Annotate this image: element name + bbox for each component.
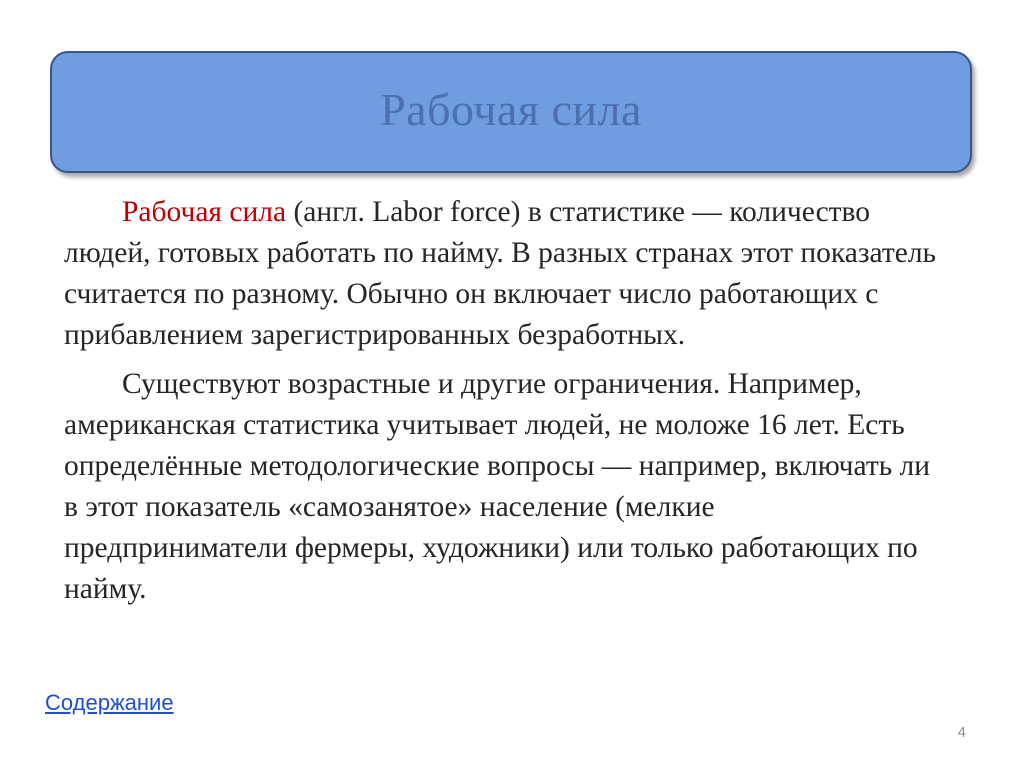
term-highlight: Рабочая сила	[122, 196, 287, 228]
paragraph-definition	[64, 192, 944, 356]
page-number: 4	[957, 724, 966, 741]
slide-title: Рабочая сила	[380, 83, 642, 135]
title-box	[50, 51, 972, 173]
definition-text: (англ. Labor force) в статистике — количество людей, готовых работать по найму. В разных странах этот показатель считается по разному. Обычно он включает число работающих с прибавлением зарегистрированных безработных.	[64, 196, 936, 351]
paragraph-restrictions: Существуют возрастные и другие ограничения. Например, американская статистика учитывает людей, не моложе 16 лет. Есть определённые методологические вопросы — например, включать ли в этот показатель «самозанятое» население (мелкие предприниматели фермеры, художники) или только работающих по найму.	[64, 368, 931, 605]
contents-link[interactable]: Содержание	[45, 690, 174, 715]
slide-body	[64, 192, 944, 610]
